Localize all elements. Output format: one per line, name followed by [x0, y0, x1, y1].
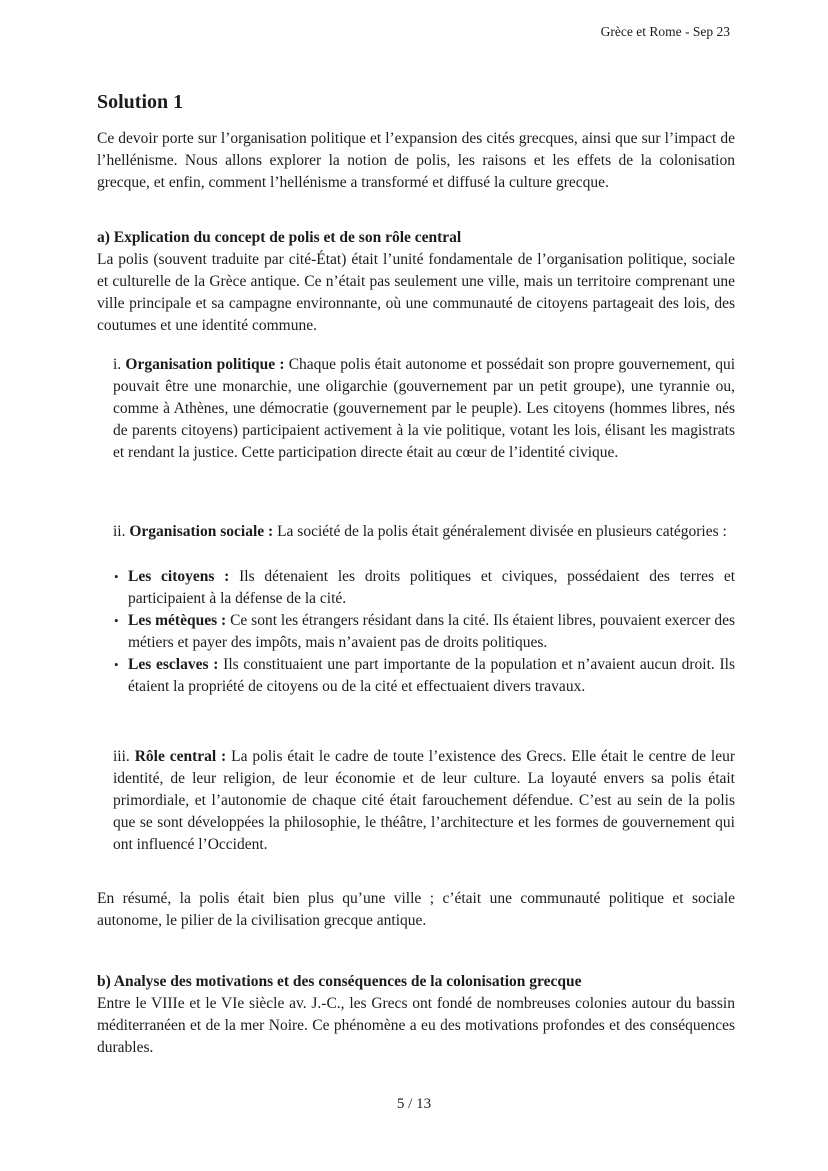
section-a-summary-paragraph: En résumé, la polis était bien plus qu’une ville ; c’était une communauté politique et sociale autonome, le pilier de la civilisation grecque antique.	[97, 890, 735, 929]
item-i-term: Organisation politique :	[125, 356, 285, 373]
item-i-text: Chaque polis était autonome et possédait son propre gouvernement, qui pouvait être une monarchie, une oligarchie (gouvernement par un petit groupe), une tyrannie ou, comme à Athènes, une démocratie (gouvernement par le peuple). Les citoyens (hommes libres, nés de parents citoyens) participaient activement à la vie politique, votant les lois, élisant les magistrats et rendant la justice. Cette participation directe était au cœur de l’identité civique.	[113, 356, 736, 461]
header-course-label: Grèce et Rome - Sep 23	[600, 24, 730, 39]
section-a-heading: a) Explication du concept de polis et de son rôle central	[97, 229, 462, 246]
item-i-block	[113, 354, 735, 464]
document-content	[97, 0, 735, 1059]
item-iii-text: La polis était le cadre de toute l’existence des Grecs. Elle était le centre de leur identité, de leur religion, de leur économie et de leur culture. La loyauté envers sa polis était primordiale, et l’autonomie de chaque cité était farouchement défendue. C’est au sein de la polis que se sont développées la philosophie, le théâtre, l’architecture et les formes de gouvernement qui ont influencé l’Occident.	[113, 748, 736, 853]
solution-title: Solution 1	[97, 91, 184, 113]
item-ii-text: La société de la polis était généralement divisée en plusieurs catégories :	[277, 523, 727, 540]
item-iii-paragraph	[113, 746, 735, 856]
category-meteques-text: Ce sont les étrangers résidant dans la cité. Ils étaient libres, pouvaient exercer des métiers et payer des impôts, mais n’avaient pas de droits politiques.	[128, 612, 736, 651]
social-categories-list	[113, 566, 735, 698]
item-ii-term: Organisation sociale :	[129, 523, 274, 540]
category-item-esclaves	[113, 654, 735, 698]
category-esclaves-text: Ils constituaient une part importante de la population et n’avaient aucun droit. Ils étaient la propriété de citoyens ou de la cité et effectuaient divers travaux.	[128, 656, 736, 695]
category-item-meteques	[113, 610, 735, 654]
category-meteques-term: Les métèques :	[128, 612, 227, 629]
item-i-paragraph	[113, 354, 735, 464]
item-iii-label: iii.	[113, 748, 130, 765]
page-footer	[0, 1093, 828, 1115]
section-a-lead-paragraph: La polis (souvent traduite par cité-État) était l’unité fondamentale de l’organisation politique, sociale et culturelle de la Grèce antique. Ce n’était pas seulement une ville, mais un territoire comprenant une ville principale et sa campagne environnante, où une communauté de citoyens partageait des lois, des coutumes et une identité commune.	[97, 251, 735, 334]
item-iii-block	[113, 746, 735, 856]
item-i-label: i.	[113, 356, 122, 373]
item-iii-term: Rôle central :	[134, 748, 227, 765]
category-esclaves-term: Les esclaves :	[128, 656, 219, 673]
category-citoyens-text: Ils détenaient les droits politiques et civiques, possédaient des terres et participaient à la défense de la cité.	[128, 568, 736, 607]
item-ii-block	[113, 521, 735, 543]
category-citoyens-term: Les citoyens :	[128, 568, 230, 585]
intro-paragraph: Ce devoir porte sur l’organisation politique et l’expansion des cités grecques, ainsi que sur l’impact de l’hellénisme. Nous allons explorer la notion de polis, les raisons et les effets de la colonisation grecque, et enfin, comment l’hellénisme a transformé et diffusé la culture grecque.	[97, 130, 735, 191]
page-number-indicator: 5 / 13	[396, 1096, 432, 1112]
section-b-heading: b) Analyse des motivations et des conséquences de la colonisation grecque	[97, 973, 582, 990]
item-ii-paragraph	[113, 521, 735, 543]
item-ii-label: ii.	[113, 523, 126, 540]
category-item-citoyens	[113, 566, 735, 610]
section-b-lead-paragraph: Entre le VIIIe et le VIe siècle av. J.-C., les Grecs ont fondé de nombreuses colonies autour du bassin méditerranéen et de la mer Noire. Ce phénomène a eu des motivations profondes et des conséquences durables.	[97, 995, 735, 1056]
